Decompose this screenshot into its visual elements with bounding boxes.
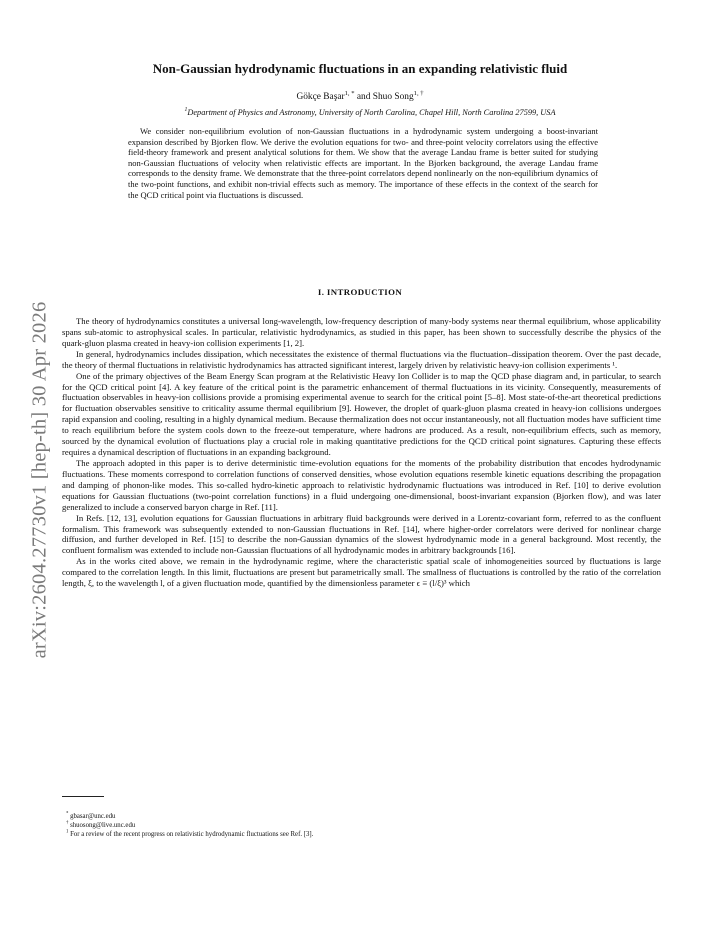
footnote-rule: [62, 796, 104, 797]
footnote: [62, 812, 661, 821]
author-name: Shuo Song: [372, 92, 414, 102]
footnote-mark: †: [66, 820, 69, 826]
paragraph: The theory of hydrodynamics constitutes a universal long-wavelength, low-frequency description of many-body systems near thermal equilibrium, whose applicability spans sub-atomic to astrophysical scales. In particular, relativistic hydrodynamics, as studied in this paper, has been shown to successfully describe the physics of the quark-gluon plasma created in heavy-ion collision experiments [1, 2].: [62, 316, 661, 348]
affiliation-text: Department of Physics and Astronomy, University of North Carolina, Chapel Hill, North Carolina 27599, USA: [187, 108, 556, 117]
footnote: [62, 821, 661, 830]
footnote-text: For a review of the recent progress on relativistic hydrodynamic fluctuations see Ref. [3].: [70, 831, 314, 839]
footnote-mark: *: [66, 811, 69, 817]
abstract: We consider non-equilibrium evolution of non-Gaussian fluctuations in a hydrodynamic system undergoing a boost-invariant expansion described by Bjorken flow. We derive the evolution equations for two- and three-point velocity correlators using the effective field-theory framework and present analytical solutions for them. We show that the average Landau frame is better suited for studying non-Gaussian fluctuations of velocity when relativistic effects are important. In the Bjorken background, the average Landau frame corresponds to the density frame. We demonstrate that the three-point correlators depend nonlinearly on the non-equilibrium dynamics of the two-point functions, and exhibit non-trivial effects such as memory. The importance of these effects in the context of the search for the QCD critical point via fluctuations is discussed.: [128, 126, 598, 200]
footnote-text: shuosong@live.unc.edu: [70, 822, 136, 830]
paper-title: Non-Gaussian hydrodynamic fluctuations in an expanding relativistic fluid: [152, 61, 568, 76]
section-heading: I. INTRODUCTION: [317, 287, 403, 297]
author-affiliation-mark: 1, †: [413, 89, 424, 97]
paragraph: In Refs. [12, 13], evolution equations for Gaussian fluctuations in arbitrary fluid backgrounds were derived in a Lorentz-covariant form, referred to as the confluent formalism. This framework was subsequently extended to non-Gaussian fluctuations in Ref. [14], where higher-order correlators were derived for nonlinear charge diffusion, and further developed in Ref. [15] to describe the non-Gaussian dynamics of the slowest hydrodynamic mode in a general background. Most recently, the confluent formalism was extended to include non-Gaussian fluctuations of all hydrodynamic modes in arbitrary backgrounds [16].: [62, 512, 661, 556]
paragraph: One of the primary objectives of the Beam Energy Scan program at the Relativistic Heavy Ion Collider is to map the QCD phase diagram and, in particular, to search for the QCD critical point [4]. A key feature of the critical point is the parametric enhancement of thermal fluctuations in its vicinity. Consequently, measurements of fluctuation observables in heavy-ion collisions provide a promising experimental avenue to search for the critical point [5–8]. Most state-of-the-art theoretical predictions for fluctuation observables sensitive to criticality assume thermal equilibrium [9]. However, the droplet of quark-gluon plasma created in heavy-ion collisions undergoes rapid expansion and cooling, resulting in a highly dynamical medium. Because thermalization does not occur instantaneously, not all fluctuation modes have sufficient time to reach equilibrium before the system cools down to the freeze-out temperature, where hadrons are produced. As a result, non-equilibrium effects, such as memory, sourced by the dynamical evolution of fluctuations play a crucial role in making quantitative predictions for the QCD critical point signatures. Capturing these effects requires a dynamical description of fluctuations in an expanding background.: [62, 370, 661, 458]
author-separator: and: [356, 92, 371, 102]
footnote-mark: 1: [66, 830, 69, 836]
paragraph: The approach adopted in this paper is to derive deterministic time-evolution equations for the moments of the probability distribution that encodes hydrodynamic fluctuations. These moments correspond to correlation functions of conserved densities, whose evolution equations resemble kinetic equations describing the propagation and damping of phonon-like modes. This so-called hydro-kinetic approach to relativistic hydrodynamic fluctuations was introduced in Ref. [10] to derive evolution equations for Gaussian fluctuations (two-point correlation functions) in a fluid undergoing one-dimensional, boost-invariant expansion (Bjorken flow), and was later generalized to include a conserved baryon charge in Ref. [11].: [62, 457, 661, 512]
affiliation-mark: 1: [184, 107, 188, 114]
affiliation: [90, 108, 650, 117]
author-affiliation-mark: 1, *: [344, 89, 355, 97]
footnotes: [62, 812, 661, 840]
footnote: [62, 830, 661, 839]
author-name: Gökçe Başar: [296, 92, 345, 102]
author-line: [0, 89, 720, 102]
body-text: [62, 316, 661, 589]
paragraph: In general, hydrodynamics includes dissipation, which necessitates the existence of thermal fluctuations via the fluctuation–dissipation theorem. Over the past decade, the theory of thermal fluctuations in relativistic hydrodynamics has attracted significant interest, largely driven by relativistic heavy-ion collision experiments ¹.: [62, 348, 661, 370]
arxiv-identifier: arXiv:2604.27730v1 [hep-th] 30 Apr 2026: [28, 301, 51, 659]
footnote-text: gbasar@unc.edu: [70, 813, 116, 820]
paragraph: As in the works cited above, we remain in the hydrodynamic regime, where the characteristic spatial scale of inhomogeneities sourced by fluctuations is large compared to the correlation length. In this limit, fluctuations are present but parametrically small. The smallness of fluctuations is controlled by the ratio of the correlation length, ξ, to the wavelength l, of a given fluctuation mode, quantified by the dimensionless parameter ϵ ≡ (l/ξ)³ which: [62, 556, 661, 589]
